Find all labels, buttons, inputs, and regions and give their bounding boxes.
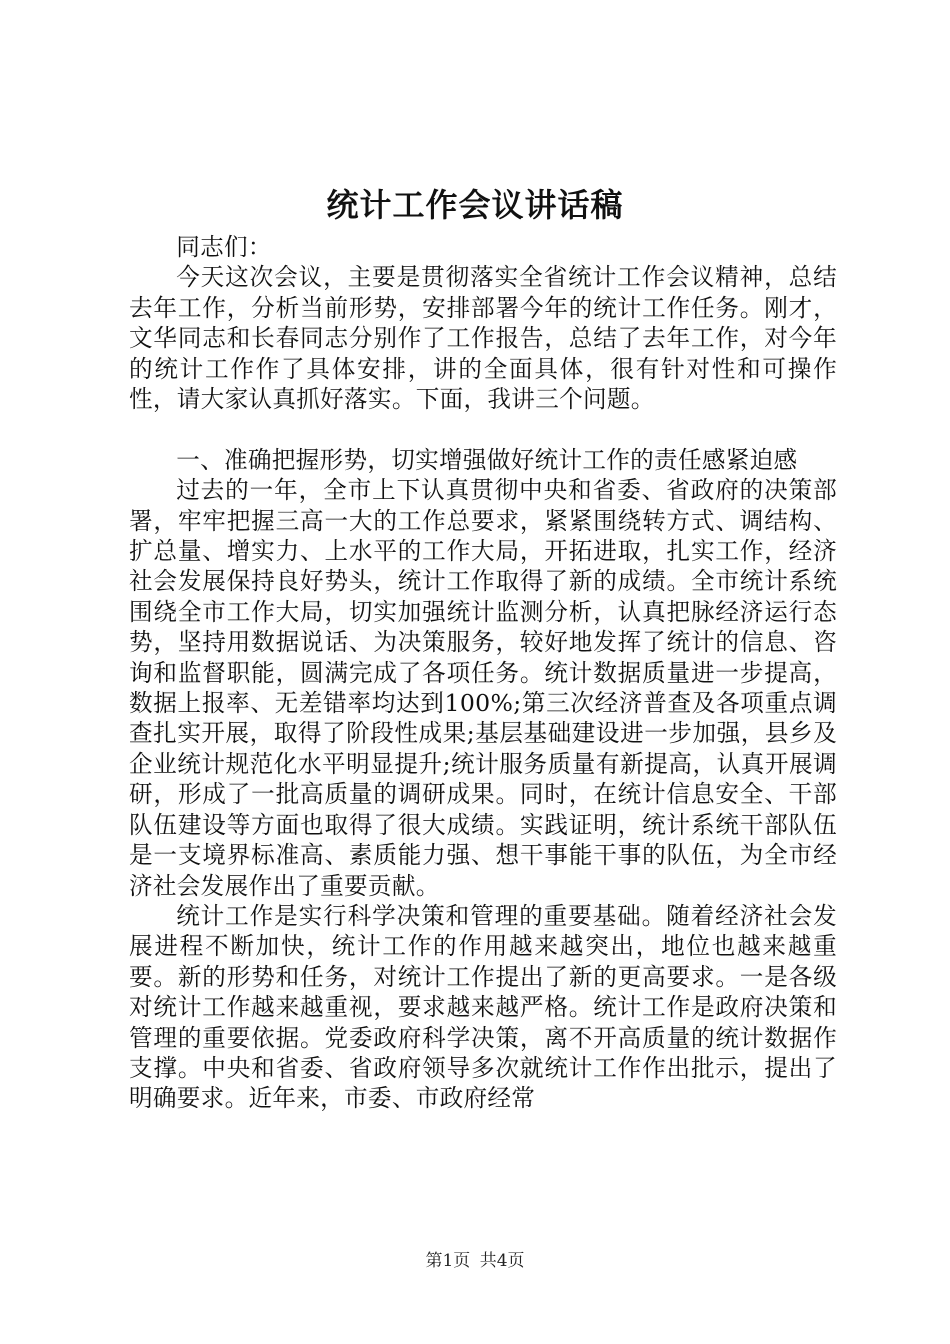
paragraph-importance: 统计工作是实行科学决策和管理的重要基础。随着经济社会发展进程不断加快，统计工作的作用越来越突出，地位也越来越重要。新的形势和任务，对统计工作提出了新的更高要求。一是各级对统计工作越来越重视，要求越来越严格。统计工作是政府决策和管理的重要依据。党委政府科学决策，离不开高质量的统计数据作支撑。中央和省委、省政府领导多次就统计工作作出批示，提出了明确要求。近年来，市委、市政府经常	[129, 901, 837, 1113]
document-title: 统计工作会议讲话稿	[326, 186, 624, 224]
page-footer	[0, 1246, 950, 1271]
document-body	[129, 232, 837, 1114]
salutation: 同志们：	[176, 233, 272, 261]
section-heading: 一、准确把握形势，切实增强做好统计工作的责任感紧迫感	[176, 445, 798, 474]
page-total: 共4页	[479, 1251, 525, 1271]
paragraph-intro: 今天这次会议，主要是贯彻落实全省统计工作会议精神，总结去年工作，分析当前形势，安排部署今年的统计工作任务。刚才，文华同志和长春同志分别作了工作报告，总结了去年工作，对今年的统计工作作了具体安排，讲的全面具体，很有针对性和可操作性，请大家认真抓好落实。下面，我讲三个问题。	[129, 263, 837, 414]
paragraph-review: 过去的一年，全市上下认真贯彻中央和省委、省政府的决策部署，牢牢把握三高一大的工作总要求，紧紧围绕转方式、调结构、扩总量、增实力、上水平的工作大局，开拓进取，扎实工作，经济社会发展保持良好势头，统计工作取得了新的成绩。全市统计系统围绕全市工作大局，切实加强统计监测分析，认真把脉经济运行态势，坚持用数据说话、为决策服务，较好地发挥了统计的信息、咨询和监督职能，圆满完成了各项任务。统计数据质量进一步提高，数据上报率、无差错率均达到100%;第三次经济普查及各项重点调查扎实开展，取得了阶段性成果;基层基础建设进一步加强，县乡及企业统计规范化水平明显提升;统计服务质量有新提高，认真开展调研，形成了一批高质量的调研成果。同时，在统计信息安全、干部队伍建设等方面也取得了很大成绩。实践证明，统计系统干部队伍是一支境界标准高、素质能力强、想干事能干事的队伍，为全市经济社会发展作出了重要贡献。	[129, 476, 837, 900]
page-number: 第1页	[425, 1251, 471, 1271]
